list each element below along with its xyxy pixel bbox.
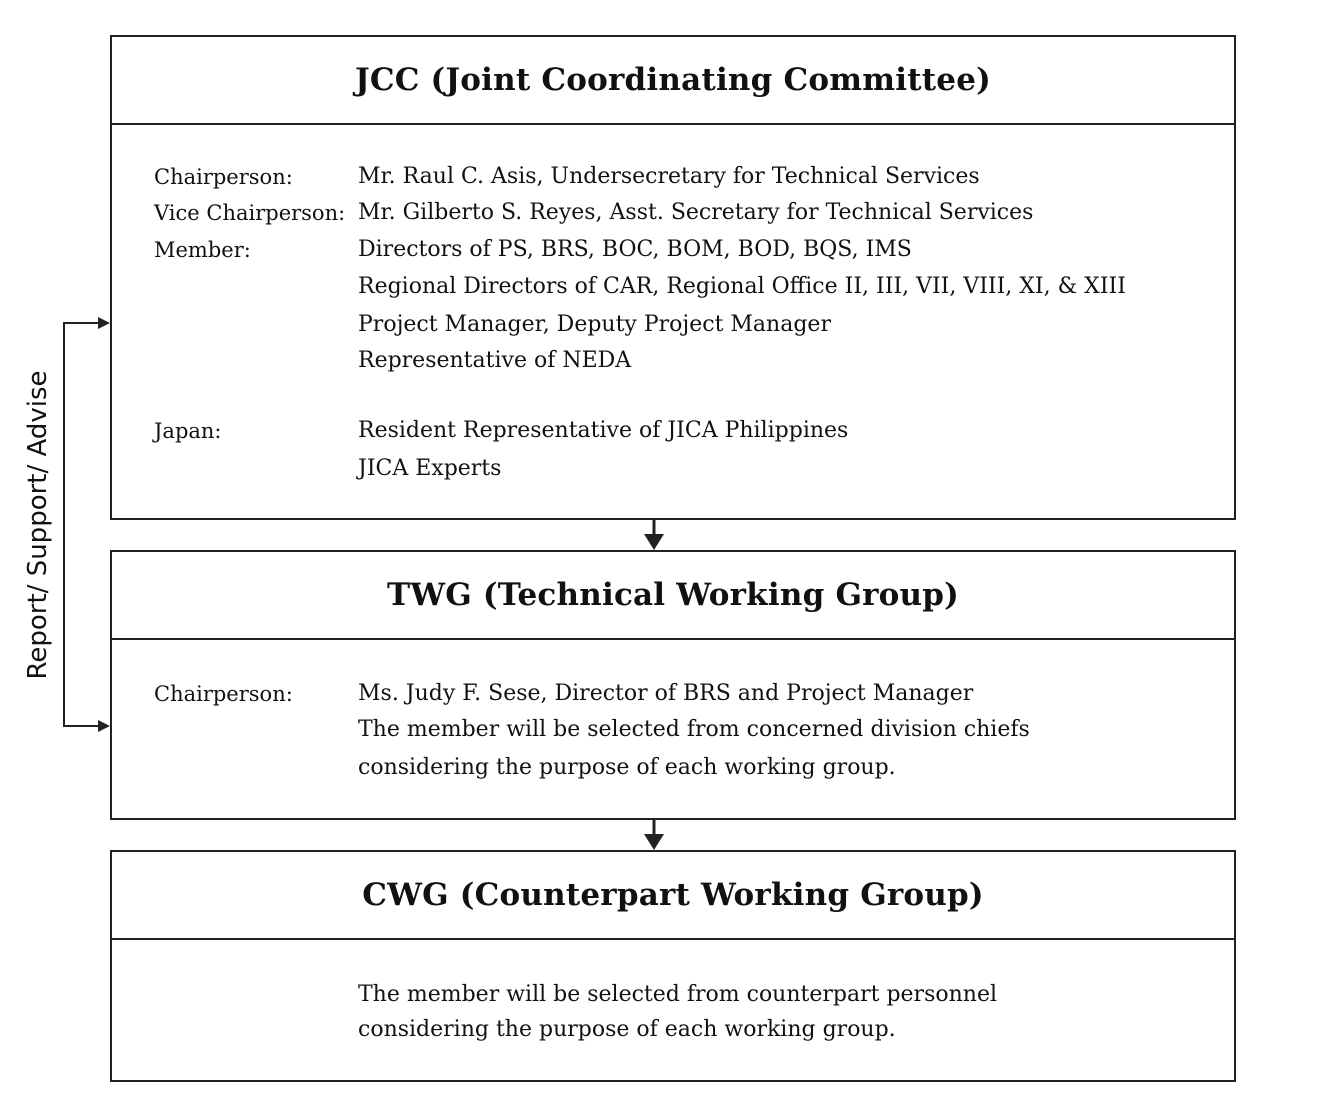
jcc-chairperson-label: Chairperson: (154, 165, 293, 189)
arrowhead-to-twg (98, 720, 110, 732)
jcc-vice-label: Vice Chairperson: (154, 201, 346, 225)
twg-box (110, 550, 1236, 820)
jcc-vice-value: Mr. Gilberto S. Reyes, Asst. Secretary for Technical Services (358, 200, 1034, 225)
twg-line: Ms. Judy F. Sese, Director of BRS and Project Manager (358, 681, 974, 706)
report-support-advise-label: Report/ Support/ Advise (23, 370, 53, 680)
cwg-line: The member will be selected from counterpart personnel (358, 982, 997, 1007)
jcc-member-line: Directors of PS, BRS, BOC, BOM, BOD, BQS, IMS (358, 237, 912, 262)
cwg-box (110, 850, 1236, 1082)
jcc-title: JCC (Joint Coordinating Committee) (112, 37, 1234, 125)
jcc-box (110, 35, 1236, 520)
twg-line: The member will be selected from concerned division chiefs (358, 717, 1030, 742)
cwg-line: considering the purpose of each working group. (358, 1017, 896, 1042)
jcc-chairperson-value: Mr. Raul C. Asis, Undersecretary for Technical Services (358, 164, 980, 189)
twg-chairperson-label: Chairperson: (154, 682, 293, 706)
jcc-japan-line: Resident Representative of JICA Philippines (358, 418, 849, 443)
jcc-japan-line: JICA Experts (358, 456, 502, 481)
jcc-to-twg-arrowhead (644, 534, 664, 550)
twg-line: considering the purpose of each working group. (358, 755, 896, 780)
cwg-title: CWG (Counterpart Working Group) (112, 852, 1234, 940)
arrowhead-to-jcc (98, 317, 110, 329)
feedback-bracket-line (64, 323, 108, 726)
jcc-member-label: Member: (154, 238, 251, 262)
jcc-member-line: Project Manager, Deputy Project Manager (358, 312, 831, 337)
jcc-member-line: Representative of NEDA (358, 348, 632, 373)
jcc-japan-label: Japan: (154, 419, 222, 443)
jcc-member-line: Regional Directors of CAR, Regional Office II, III, VII, VIII, XI, & XIII (358, 274, 1126, 299)
twg-title: TWG (Technical Working Group) (112, 552, 1234, 640)
twg-to-cwg-arrowhead (644, 834, 664, 850)
